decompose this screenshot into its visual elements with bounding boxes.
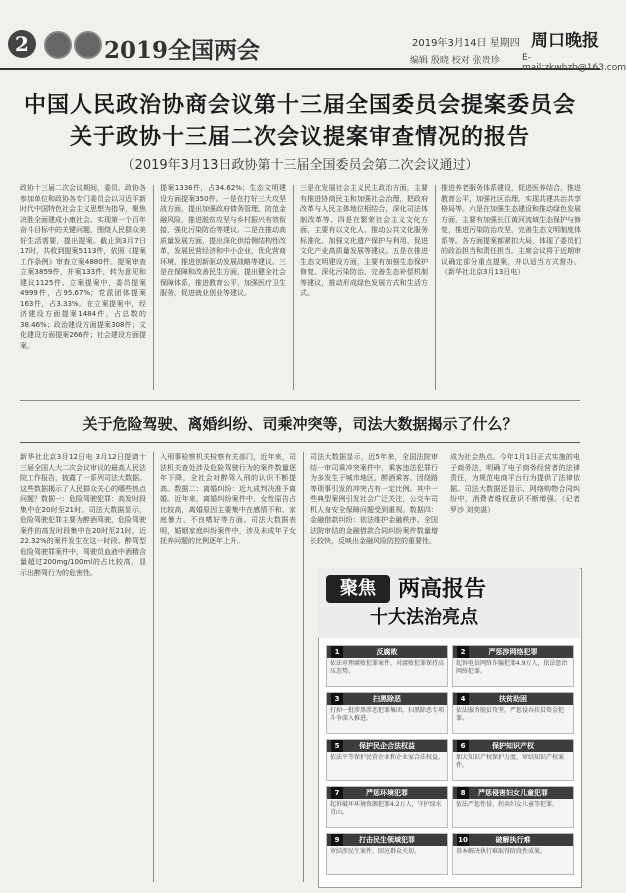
card-text: 依法审理腐败犯罪案件，对腐败犯罪保持高压态势。: [330, 660, 445, 676]
card-text: 依法服务脱贫攻坚，严惩侵吞扶贫资金犯罪。: [456, 707, 565, 723]
page-number: 2: [8, 30, 36, 58]
card-text: 起诉破坏环境资源犯罪4.2万人，守护绿水青山。: [330, 801, 442, 817]
headline-line-1: 中国人民政治协商会议第十三届全国委员会提案委员会: [23, 92, 576, 118]
highlight-card: [326, 645, 448, 687]
card-number: 2: [457, 646, 469, 658]
card-title: 保护知识产权: [492, 742, 534, 750]
article2-column-3: 司法大数据显示，近5年来，全国法院审结一审司乘冲突案件中，乘客违法犯罪行为多发生于城市地区，醉酒乘客、因绕路等琐事引发的冲突占有一定比例。其中一些典型案例引发社会广泛关注，公交车司机人身安全保障问题受到重视。数据四：金融借款纠纷：依法维护金融秩序。全国法院审结的金融借款合同纠纷案件数量增长较快，反映出金融风险防控的重要性。: [310, 453, 438, 545]
article2-rule: [20, 442, 580, 443]
card-number: 5: [331, 740, 343, 752]
card-title: 扶贫助困: [499, 695, 527, 703]
card-title: 保护民企合法权益: [359, 742, 415, 750]
card-text: 基本解决执行难取得阶段性成果。: [456, 848, 547, 855]
card-number: 7: [331, 787, 343, 799]
article2-headline: 关于危险驾驶、离婚纠纷、司乘冲突等，司法大数据揭示了什么？: [82, 415, 518, 433]
article1-column-4: 推进养老服务体系建设，促进医养结合，推进教育公平，加强社区治理，实现共建共治共享格局等。六是在加强生态建设和推动绿色发展方面，主要有加强长江黄河流域生态保护与修复，推进污染防治攻坚，完善生态文明制度体系等。各方面提案都紧扣大局，体现了委员们的政治担当和责任担当。主席会议将于近期审议确定部分重点提案，并以适当方式督办。（新华社北京3月13日电）: [441, 184, 581, 276]
card-text: 加大知识产权保护力度，审结知识产权案件。: [456, 754, 565, 770]
focus-badge: 聚焦: [326, 575, 390, 603]
card-number: 4: [457, 693, 469, 705]
panel-subtitle: 十大法治亮点: [370, 607, 478, 628]
article1-column-2: 提案1336件，占34.62%；生态文明建设方面提案350件。一是在打好三大攻坚战方面，提出加强政府债务管理、防范金融风险，推进脱贫攻坚与乡村振兴有效衔接，强化污染防治等建议。二是在推动高质量发展方面，提出深化供给侧结构性改革，发展民营经济和中小企业，优化营商环境，推进创新驱动发展战略等建议。三是在保障和改善民生方面，提出健全社会保障体系，推进教育公平，加强医疗卫生服务，促进就业创业等建议。: [160, 184, 286, 297]
article2-column-2: 入刑事检察机关检察有关部门，近年来，司法机关查处涉及危险驾驶行为的案件数量逐年下降，全社会对醉驾入刑的认识不断提高。数据二：离婚纠纷：近九成判决准予离婚。近年来，离婚纠纷案件中，女性原告占比较高，离婚原因主要集中在感情不和、家庭暴力、不良嗜好等方面。司法大数据表明，婚姻家庭纠纷案件中，涉及未成年子女抚养问题的比例逐年上升。: [160, 453, 296, 545]
card-title: 严惩涉网络犯罪: [488, 648, 538, 656]
editors-line: 编辑 殷晓 校对 张贵珍: [410, 56, 500, 66]
highlight-card: [326, 692, 448, 734]
section-divider: [20, 400, 580, 401]
card-title: 严惩环境犯罪: [366, 789, 408, 797]
card-number: 10: [458, 836, 468, 844]
card-title: 破解执行难: [495, 836, 531, 844]
subhead: （2019年3月13日政协第十三届全国委员会第二次会议通过）: [121, 158, 479, 173]
card-text: 起诉电信网络诈骗犯罪4.9万人，依法惩治网络犯罪。: [456, 660, 568, 676]
card-title: 严惩侵害妇女儿童犯罪: [478, 789, 548, 797]
highlight-card: [452, 692, 574, 734]
column-divider: [293, 185, 294, 390]
card-number: 1: [331, 646, 343, 658]
card-number: 3: [331, 693, 343, 705]
column-divider: [153, 452, 154, 882]
highlight-card: [326, 739, 448, 781]
emblem-icon: [44, 31, 72, 59]
column-divider: [435, 185, 436, 390]
highlight-card: [452, 645, 574, 687]
highlight-card: [452, 833, 574, 875]
column-divider: [153, 185, 154, 390]
card-title: 扫黑除恶: [373, 695, 401, 703]
panel-title: 两高报告: [398, 576, 487, 602]
card-number: 8: [457, 787, 469, 799]
highlight-card: [452, 786, 574, 828]
email-line: E-mail:zkwbzb@163.com: [522, 53, 626, 73]
card-title: 反腐败: [376, 648, 398, 656]
article2-column-4: 成为社会热点。今年1月1日正式实施的电子商务法，明确了电子商务经营者的法律责任，为规范电商平台行为提供了法律依据。司法大数据还显示，网络购物合同纠纷中，消费者维权意识不断增强。（记者 罗沙 刘奕湛）: [450, 453, 580, 514]
highlight-card: [326, 786, 448, 828]
card-text: 审结涉民生案件，回应群众关切。: [330, 848, 421, 855]
cppcc-emblem-icon: [74, 31, 102, 59]
card-text: 依法平等保护民营企业和企业家合法权益。: [330, 754, 445, 761]
card-text: 打掉一批涉黑涉恶犯罪集团，扫黑除恶专项斗争深入推进。: [330, 707, 445, 723]
headline-line-2: 关于政协十三届二次会议提案审查情况的报告: [69, 124, 530, 150]
highlight-card: [326, 833, 448, 875]
article2-column-1: 新华社北京3月12日电 3月12日提请十三届全国人大二次会议审议的最高人民法院工作报告，披露了一系列司法大数据。这些数据揭示了人民群众关心的哪些热点问题？数据一：危险驾驶犯罪：高发时段集中在20时至21时。司法大数据显示，危险驾驶犯罪主要为醉酒驾驶，危险驾驶案件的高发时段集中在20时至21时，近22.32%的案件发生在这一时段。醉驾型危险驾驶罪案件中，驾驶员血液中酒精含量超过200mg/100ml的占比较高，显示出醉驾行为的危害性。: [20, 453, 146, 577]
card-number: 9: [331, 834, 343, 846]
column-divider: [303, 452, 304, 882]
paper-name: 周口晚报: [531, 31, 599, 51]
issue-date: 2019年3月14日 星期四: [412, 38, 520, 49]
article1-column-1: 政协十三届二次会议期间，委员、政协各参加单位和政协各专门委员会以习近平新时代中国特色社会主义思想为指导，聚焦决胜全面建成小康社会、实现第一个百年奋斗目标中的关键问题，围绕人民群众美好生活需要，提出提案。截止到3月7日17时，共收到提案5113件，依照《提案工作条例》审查立案4880件。提案审查立案3859件，并案133件，转为意见和建议1125件。立案提案中，委员提案4999件，占95.67%；党派团体提案163件，占3.33%。在立案提案中，经济建设方面提案1484件，占总数的38.46%；政治建设方面提案308件；文化建设方面提案266件；社会建设方面提案。: [20, 184, 146, 350]
card-text: 依法严惩性侵、拐卖妇女儿童等犯罪。: [456, 801, 559, 808]
highlight-card: [452, 739, 574, 781]
section-title: 2019全国两会: [104, 37, 261, 64]
card-number: 6: [457, 740, 469, 752]
article1-column-3: 三是在发展社会主义民主政治方面，主要有推进协商民主和加强社会治理，把政府改革与人民主体地位相结合，深化司法体制改革等。四是在繁荣社会主义文化方面，主要有以文化人、推动公共文化服务标准化、加强文化遗产保护与利用、促进文化产业高质量发展等建议。五是在推进生态文明建设方面，主要有加强生态保护修复、深化污染防治、完善生态补偿机制等建议，推动形成绿色发展方式和生活方式。: [300, 184, 428, 297]
card-title: 打击民生领域犯罪: [359, 836, 415, 844]
